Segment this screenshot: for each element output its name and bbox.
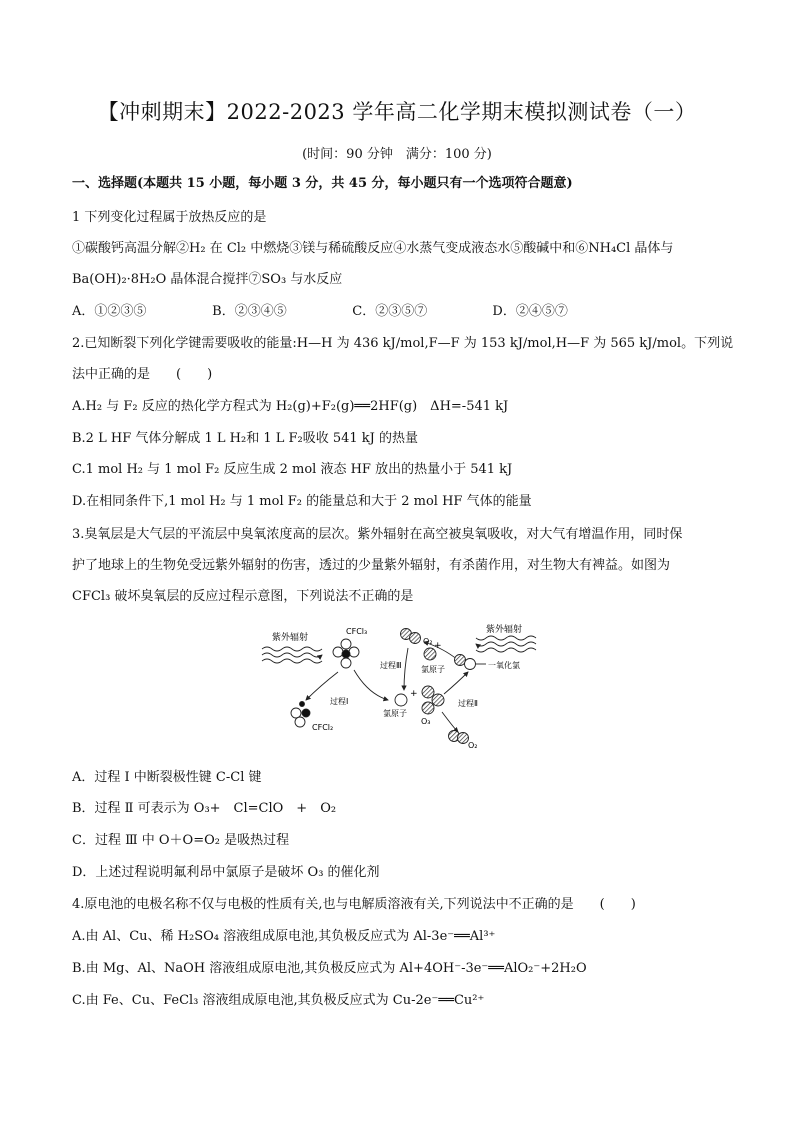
q1-items-line1: ①碳酸钙高温分解②H₂ 在 Cl₂ 中燃烧③镁与稀硫酸反应④水蒸气变成液态水⑤酸碱中和⑥NH₄Cl 晶体与 — [72, 241, 674, 256]
o3-label: O₃ — [421, 717, 431, 726]
q4-stem: 4.原电池的电极名称不仅与电极的性质有关,也与电解质溶液有关,下列说法中不正确的是 ( ) — [72, 897, 636, 912]
q3-stem-line2: 护了地球上的生物免受远紫外辐射的伤害，透过的少量紫外辐射，有杀菌作用，对生物大有裨益。如图为 — [72, 558, 671, 573]
q4-option-a: A.由 Al、Cu、稀 H₂SO₄ 溶液组成原电池,其负极反应式为 Al-3e⁻══Al³⁺ — [72, 929, 496, 944]
q4-option-b: B.由 Mg、Al、NaOH 溶液组成原电池,其负极反应式为 Al+4OH⁻-3e⁻══AlO₂⁻+2H₂O — [72, 961, 587, 976]
q3-option-b: B．过程 Ⅱ 可表示为 O₃+ Cl=ClO + O₂ — [72, 801, 337, 816]
section-heading: 一、选择题(本题共 15 小题，每小题 3 分，共 45 分，每小题只有一个选项符合题意) — [72, 176, 573, 191]
cl-atom-label-bottom: 氯原子 — [383, 709, 407, 718]
q1-options — [72, 300, 568, 319]
clo-label: 一氧化氯 — [488, 661, 520, 670]
cl-release-arrow — [354, 670, 388, 700]
q3-stem-line1: 3.臭氧层是大气层的平流层中臭氧浓度高的层次。紫外辐射在高空被臭氧吸收，对大气有增温作用，同时保 — [72, 527, 683, 542]
ozone-reaction-diagram — [258, 620, 540, 752]
q3-option-d: D．上述过程说明氟利昂中氯原子是破坏 O₃ 的催化剂 — [72, 865, 380, 880]
q1-option-b: B．②③④⑤ — [212, 304, 287, 319]
exam-title: 【冲刺期末】2022-2023 学年高二化学期末模拟测试卷（一） — [97, 100, 697, 124]
q3-stem-line3: CFCl₃ 破坏臭氧层的反应过程示意图，下列说法不正确的是 — [72, 589, 414, 604]
process2-clo-arrow — [444, 672, 468, 694]
q2-option-d: D.在相同条件下,1 mol H₂ 与 1 mol F₂ 的能量总和大于 2 mol HF 气体的能量 — [72, 494, 532, 509]
plus-sign-bottom: + — [410, 689, 418, 699]
q1-option-d: D．②④⑤⑦ — [492, 304, 568, 319]
q3-option-a: A．过程 Ⅰ 中断裂极性键 C-Cl 键 — [72, 770, 262, 785]
process1-label: 过程Ⅰ — [330, 697, 349, 706]
process2-arrow — [442, 712, 458, 732]
o2-top-molecule-icon — [401, 629, 421, 644]
q1-stem: 1 下列变化过程属于放热反应的是 — [72, 210, 267, 225]
o2-bottom-molecule-icon — [449, 731, 469, 744]
process3-label: 过程Ⅲ — [380, 661, 402, 670]
clo-molecule-icon — [455, 655, 476, 670]
o2-top-label: O₂ — [423, 637, 433, 646]
o2-bottom-label: O₂ — [468, 741, 478, 750]
process2-label: 过程Ⅱ — [458, 699, 478, 708]
uv-left-waves-icon — [262, 647, 322, 663]
plus-sign-top: + — [434, 641, 442, 651]
cfcl3-molecule-icon — [333, 639, 359, 668]
q3-option-c: C．过程 Ⅲ 中 O＋O=O₂ 是吸热过程 — [72, 833, 290, 848]
q1-option-c: C．②③⑤⑦ — [352, 304, 428, 319]
q2-option-a: A.H₂ 与 F₂ 反应的热化学方程式为 H₂(g)+F₂(g)══2HF(g) ΔH=-541 kJ — [72, 399, 509, 414]
cl-atom-label-right: 氯原子 — [421, 665, 445, 674]
q2-option-c: C.1 mol H₂ 与 1 mol F₂ 反应生成 2 mol 液态 HF 放出的热量小于 541 kJ — [72, 462, 513, 477]
process3-cl-arrow — [404, 648, 408, 690]
cfcl2-fragment-icon — [291, 702, 310, 728]
exam-subtitle: (时间：90 分钟 满分：100 分) — [302, 147, 492, 162]
process1-arrow — [306, 672, 338, 700]
q2-stem-line1: 2.已知断裂下列化学键需要吸收的能量:H—H 为 436 kJ/mol,F—F 为 153 kJ/mol,H—F 为 565 kJ/mol。下列说 — [72, 336, 734, 351]
q2-stem-line2: 法中正确的是 ( ) — [72, 367, 213, 382]
q4-option-c: C.由 Fe、Cu、FeCl₃ 溶液组成原电池,其负极反应式为 Cu-2e⁻══Cu²⁺ — [72, 993, 485, 1008]
q2-option-b: B.2 L HF 气体分解成 1 L H₂和 1 L F₂吸收 541 kJ 的热量 — [72, 431, 419, 446]
cfcl3-label: CFCl₃ — [346, 627, 368, 636]
o3-molecule-icon — [422, 686, 444, 714]
cfcl2-label: CFCl₂ — [312, 723, 334, 732]
cl-atom-icon — [395, 694, 407, 706]
q1-option-a: A．①②③⑤ — [72, 304, 147, 319]
uv-right-waves-icon — [476, 636, 536, 652]
uv-right-label: 紫外辐射 — [486, 625, 523, 635]
q1-items-line2: Ba(OH)₂·8H₂O 晶体混合搅拌⑦SO₃ 与水反应 — [72, 272, 343, 287]
uv-left-label: 紫外辐射 — [272, 633, 309, 643]
